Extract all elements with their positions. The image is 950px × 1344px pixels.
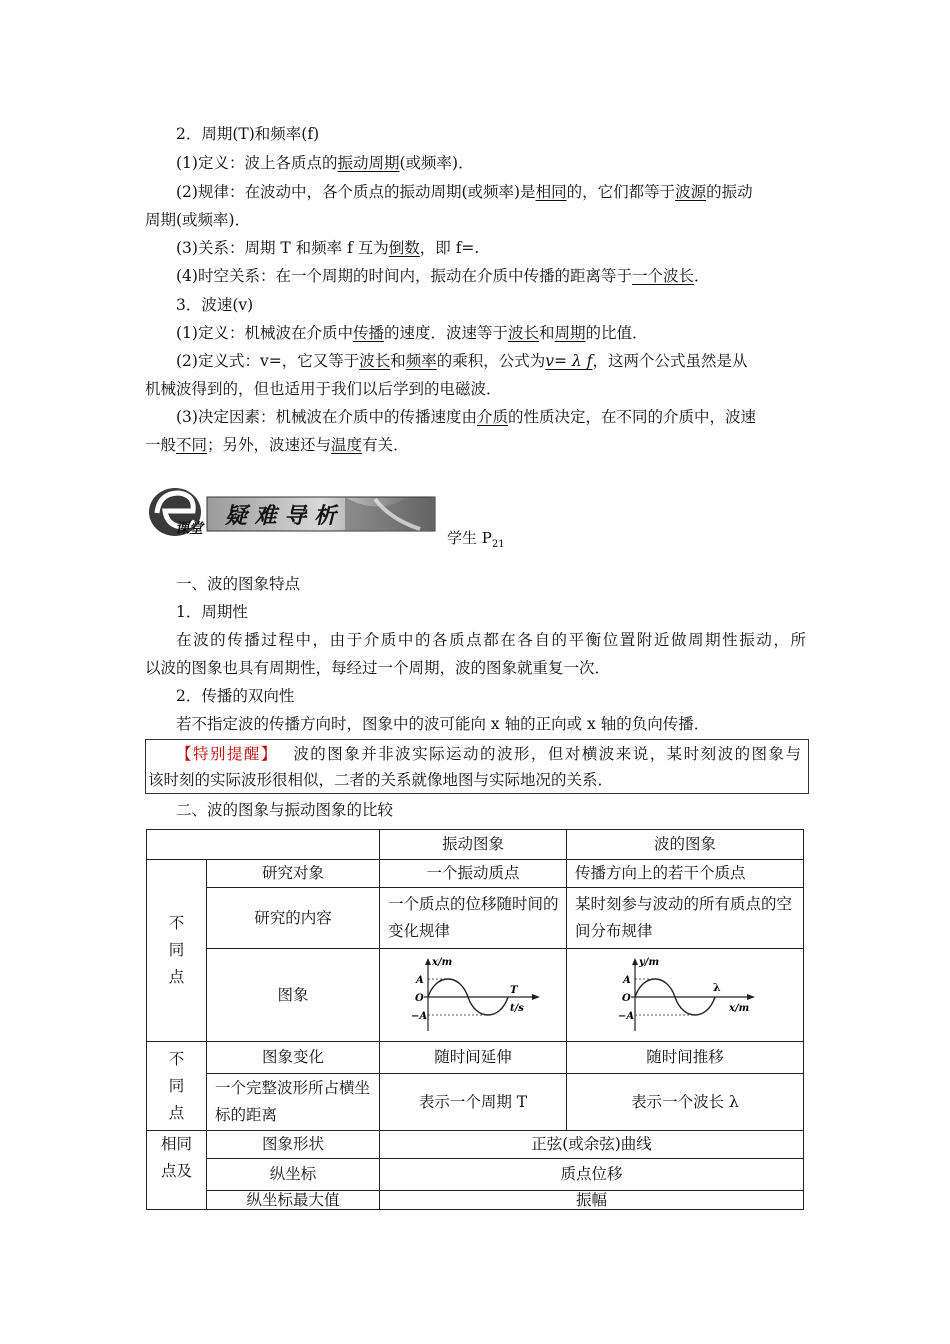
cell-ordinate-value: 质点位移	[379, 1158, 804, 1191]
special-reminder-text: 波的图象并非波实际运动的波形，但对横波来说，某时刻波的图象与	[291, 745, 801, 763]
cell-change-wave: 随时间推移	[566, 1041, 804, 1074]
speed-factor-cont: 一般不同；另外，波速还与温度有关．	[145, 436, 409, 454]
space-time-relation: (4)时空关系：在一个周期的时间内，振动在介质中传播的距离等于一个波长．	[176, 267, 710, 285]
cell-content-wave: 某时刻参与波动的所有质点的空间分布规律	[566, 887, 804, 949]
vib-x-label: t/s	[510, 1003, 524, 1014]
period-rule: (2)规律：在波动中，各个质点的振动周期(或频率)是相同的，它们都等于波源的振动	[176, 183, 753, 201]
section-3-heading: 3．波速(v)	[176, 296, 254, 314]
wave-neg-a-label: −A	[618, 1011, 635, 1022]
bidirectional-heading: 2．传播的双向性	[176, 687, 295, 705]
vibration-graph	[398, 955, 548, 1035]
row-label-change: 图象变化	[206, 1041, 380, 1074]
cell-object-wave: 传播方向上的若干个质点	[566, 859, 804, 888]
period-relation: (3)关系：周期 T 和频率 f 互为倒数，即 f=.	[176, 239, 480, 257]
special-reminder-tag: 【特别提醒】	[176, 745, 278, 763]
speed-factor: (3)决定因素：机械波在介质中的传播速度由介质的性质决定，在不同的介质中，波速	[176, 408, 756, 426]
cell-max-value: 振幅	[379, 1190, 804, 1210]
cell-graph-wave	[566, 948, 804, 1042]
period-definition: (1)定义：波上各质点的振动周期(或频率)．	[176, 154, 474, 172]
vib-period-mark: T	[510, 985, 518, 996]
group-differences-2: 不 同 点	[146, 1041, 207, 1131]
section-banner	[145, 485, 437, 539]
row-label-content: 研究的内容	[206, 887, 380, 949]
wave-a-label: A	[623, 975, 631, 986]
periodicity-heading: 1．周期性	[176, 603, 248, 621]
cell-distance-wave: 表示一个波长 λ	[566, 1073, 804, 1131]
row-label-shape: 图象形状	[206, 1130, 380, 1159]
banner-prefix: 课堂	[175, 521, 203, 537]
header-wave-graph: 波的图象	[566, 829, 804, 860]
cell-object-vibration: 一个振动质点	[379, 859, 567, 888]
special-reminder-box	[145, 739, 809, 794]
periodicity-text-cont: 以波的图象也具有周期性，每经过一个周期，波的图象就重复一次．	[145, 659, 611, 677]
cell-shape-value: 正弦(或余弦)曲线	[379, 1130, 804, 1159]
comparison-table	[146, 829, 804, 1210]
special-reminder-text-cont: 该时刻的实际波形很相似，二者的关系就像地图与实际地况的关系．	[148, 771, 614, 789]
periodicity-text: 在波的传播过程中，由于介质中的各质点都在各自的平衡位置附近做周期性振动，所	[176, 631, 806, 649]
banner-title: 疑 难 导 析	[225, 503, 336, 529]
speed-definition: (1)定义：机械波在介质中传播的速度．波速等于波长和周期的比值．	[176, 324, 648, 342]
row-label-distance: 一个完整波形所占横坐标的距离	[206, 1073, 380, 1131]
part-2-heading: 二、波的图象与振动图象的比较	[176, 801, 394, 819]
row-label-graph: 图象	[206, 948, 380, 1042]
speed-formula: (2)定义式：v=，它又等于波长和频率的乘积，公式为v= λ f，这两个公式虽然是从	[176, 352, 748, 370]
part-1-heading: 一、波的图象特点	[176, 575, 301, 593]
page-ref-label: 学生 $P_{21}$	[447, 529, 505, 550]
cell-graph-vibration	[379, 948, 567, 1042]
table-corner	[146, 829, 380, 860]
vib-y-label: x/m	[432, 957, 453, 968]
wave-o-label: O	[622, 993, 631, 1004]
group-differences-1: 不 同 点	[146, 859, 207, 1042]
cell-content-vibration: 一个质点的位移随时间的变化规律	[379, 887, 567, 949]
section-2-heading: 2．周期(T)和频率(f)	[176, 125, 320, 143]
wave-y-label: y/m	[639, 957, 660, 968]
wave-x-label: x/m	[729, 1003, 750, 1014]
speed-formula-cont: 机械波得到的，但也适用于我们以后学到的电磁波．	[145, 380, 502, 398]
bidirectional-text: 若不指定波的传播方向时，图象中的波可能向 x 轴的正向或 x 轴的负向传播．	[176, 715, 710, 733]
vib-a-label: A	[416, 975, 424, 986]
wave-wavelength-mark: λ	[713, 981, 721, 994]
row-label-object: 研究对象	[206, 859, 380, 888]
group-similarities: 相同 点及	[146, 1130, 207, 1210]
vib-o-label: O	[415, 993, 424, 1004]
period-rule-cont: 周期(或频率)．	[145, 211, 251, 229]
vib-neg-a-label: −A	[411, 1011, 428, 1022]
cell-distance-vibration: 表示一个周期 T	[379, 1073, 567, 1131]
row-label-max: 纵坐标最大值	[206, 1190, 380, 1210]
wave-graph	[605, 955, 765, 1035]
row-label-ordinate: 纵坐标	[206, 1158, 380, 1191]
header-vibration-graph: 振动图象	[379, 829, 567, 860]
cell-change-vibration: 随时间延伸	[379, 1041, 567, 1074]
